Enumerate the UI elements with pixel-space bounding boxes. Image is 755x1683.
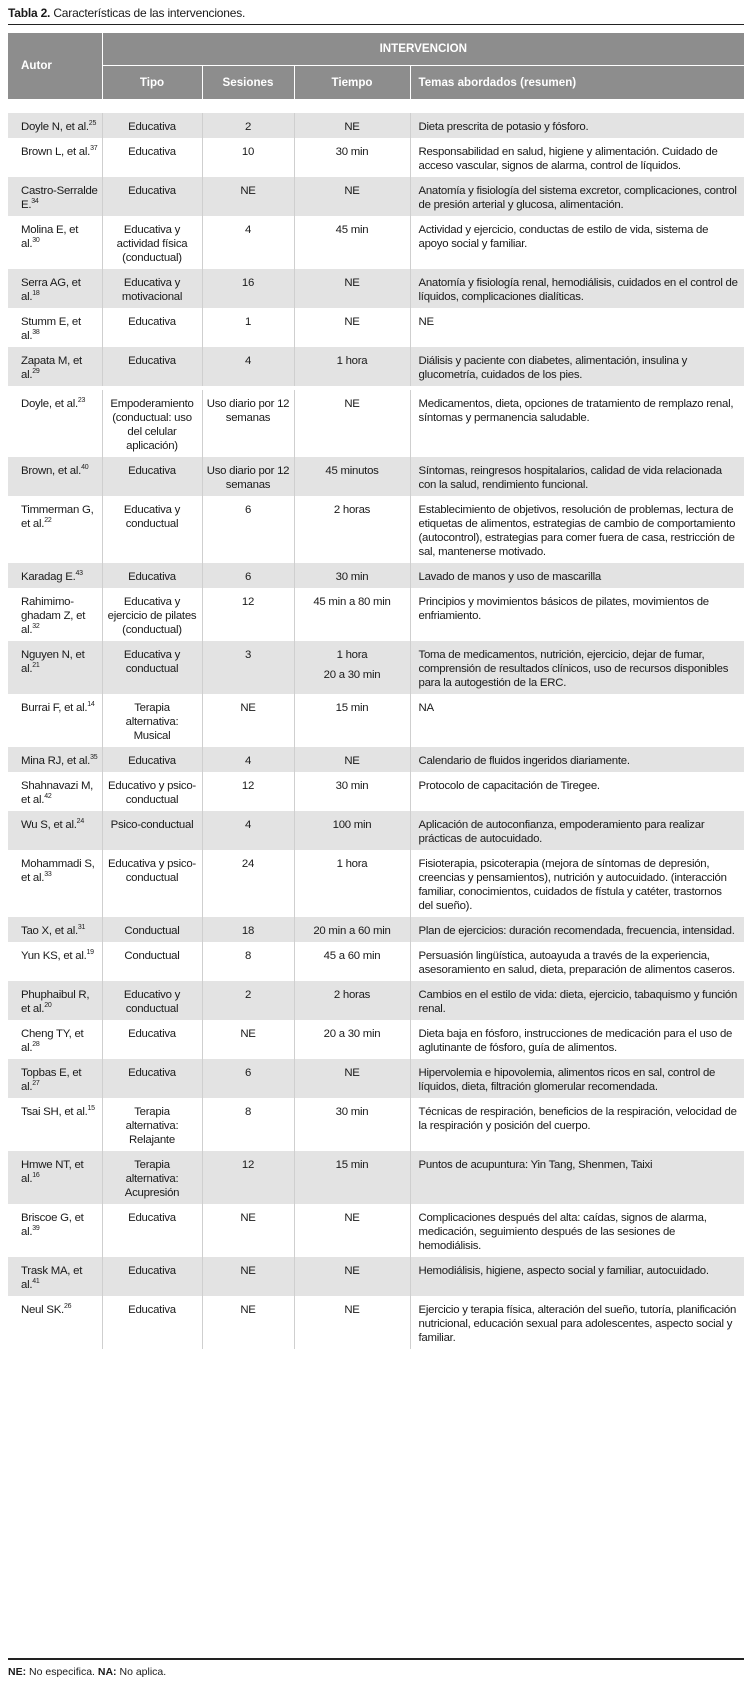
reference-number: 20 <box>44 1002 52 1010</box>
caption-text: Características de las intervenciones. <box>53 6 246 20</box>
reference-number: 18 <box>32 290 40 298</box>
cell-tipo: Educativa <box>102 1257 202 1296</box>
cell-temas: Actividad y ejercicio, conductas de estilo de vida, sistema de apoyo social y familiar. <box>410 216 744 269</box>
cell-autor <box>8 457 102 496</box>
tiempo-text: NE <box>344 755 360 767</box>
cell-autor <box>8 390 102 457</box>
reference-number: 30 <box>32 237 40 245</box>
cell-autor <box>8 347 102 386</box>
cell-temas: Principios y movimientos básicos de pilates, movimientos de enfriamiento. <box>410 588 744 641</box>
reference-number: 24 <box>76 818 84 826</box>
reference-number: 23 <box>77 397 86 405</box>
cell-sesiones: 4 <box>202 747 294 772</box>
caption-label: Tabla 2. <box>8 6 51 20</box>
cell-tiempo <box>294 347 410 386</box>
tiempo-text: 45 min <box>335 224 369 236</box>
cell-temas: Plan de ejercicios: duración recomendada, frecuencia, intensidad. <box>410 917 744 942</box>
cell-autor <box>8 747 102 772</box>
cell-temas: Medicamentos, dieta, opciones de tratamiento de remplazo renal, síntomas y permanencia saludable. <box>410 390 744 457</box>
autor-text: Doyle N, et al. <box>21 121 89 133</box>
autor-text: Timmerman G, et al. <box>21 504 94 530</box>
table-row <box>8 942 744 981</box>
table-row <box>8 641 744 694</box>
tiempo-text: NE <box>344 121 360 133</box>
cell-tiempo <box>294 1098 410 1151</box>
reference-number: 43 <box>75 570 83 578</box>
autor-text: Neul SK. <box>21 1304 64 1316</box>
autor-text: Cheng TY, et al. <box>21 1028 84 1054</box>
cell-temas: Protocolo de capacitación de Tiregee. <box>410 772 744 811</box>
cell-autor <box>8 641 102 694</box>
header-intervencion: INTERVENCION <box>102 33 744 66</box>
reference-number: 31 <box>77 924 86 932</box>
cell-tipo: Empoderamiento (conductual: uso del celular aplicación) <box>102 390 202 457</box>
tiempo-text: 30 min <box>335 1106 369 1118</box>
tiempo-text: NE <box>344 1067 360 1079</box>
table-row <box>8 1151 744 1204</box>
cell-temas: Hemodiálisis, higiene, aspecto social y familiar, autocuidado. <box>410 1257 744 1296</box>
table-row <box>8 138 744 177</box>
cell-tiempo <box>294 390 410 457</box>
cell-temas: Responsabilidad en salud, higiene y alimentación. Cuidado de acceso vascular, signos de alarma, control de líquidos. <box>410 138 744 177</box>
cell-temas: Puntos de acupuntura: Yin Tang, Shenmen, Taixi <box>410 1151 744 1204</box>
reference-number: 21 <box>32 662 40 670</box>
cell-autor <box>8 1020 102 1059</box>
table-row <box>8 177 744 216</box>
cell-tipo: Educativa y conductual <box>102 641 202 694</box>
cell-sesiones: 24 <box>202 850 294 917</box>
header-autor: Autor <box>8 33 102 99</box>
cell-tiempo <box>294 981 410 1020</box>
cell-tiempo <box>294 1204 410 1257</box>
cell-autor <box>8 113 102 138</box>
tiempo-text: 20 a 30 min <box>323 1028 381 1040</box>
table-row <box>8 1296 744 1349</box>
autor-text: Karadag E. <box>21 571 76 583</box>
cell-sesiones: 2 <box>202 113 294 138</box>
table-row <box>8 496 744 563</box>
cell-temas: Diálisis y paciente con diabetes, alimentación, insulina y glucometría, cuidados de los pies. <box>410 347 744 386</box>
header-tiempo: Tiempo <box>294 66 410 100</box>
autor-text: Shahnavazi M, et al. <box>21 780 94 806</box>
cell-tipo: Educativa <box>102 1296 202 1349</box>
table-row <box>8 390 744 457</box>
cell-autor <box>8 917 102 942</box>
cell-sesiones: 6 <box>202 496 294 563</box>
cell-autor <box>8 563 102 588</box>
tiempo-text: 45 minutos <box>325 465 379 477</box>
reference-number: 27 <box>32 1080 40 1088</box>
cell-tiempo <box>294 747 410 772</box>
tiempo-text: 1 hora <box>336 355 368 367</box>
tiempo-text: 100 min <box>332 819 372 831</box>
cell-tipo: Conductual <box>102 942 202 981</box>
cell-tiempo <box>294 1296 410 1349</box>
table-row <box>8 308 744 347</box>
cell-tiempo <box>294 942 410 981</box>
tiempo-text: 2 horas <box>333 989 371 1001</box>
reference-number: 33 <box>44 871 52 879</box>
cell-autor <box>8 942 102 981</box>
tiempo-text: 1 hora <box>336 858 368 870</box>
table-row <box>8 269 744 308</box>
tiempo-text: 45 min a 80 min <box>313 596 391 608</box>
cell-autor <box>8 588 102 641</box>
reference-number: 38 <box>32 329 40 337</box>
cell-temas: Calendario de fluidos ingeridos diariamente. <box>410 747 744 772</box>
reference-number: 41 <box>32 1278 40 1286</box>
cell-sesiones: 8 <box>202 1098 294 1151</box>
table-row <box>8 1059 744 1098</box>
cell-tipo: Educativa <box>102 457 202 496</box>
cell-sesiones: NE <box>202 177 294 216</box>
cell-sesiones: NE <box>202 1296 294 1349</box>
tiempo-text: 20 min a 60 min <box>313 925 391 937</box>
cell-tipo: Psico-conductual <box>102 811 202 850</box>
cell-sesiones: 8 <box>202 942 294 981</box>
footnote <box>8 1666 166 1678</box>
header-temas: Temas abordados (resumen) <box>410 66 744 100</box>
reference-number: 34 <box>31 198 39 206</box>
cell-sesiones: Uso diario por 12 semanas <box>202 390 294 457</box>
autor-text: Mina RJ, et al. <box>21 755 91 767</box>
tiempo-text: NE <box>344 277 360 289</box>
header-sesiones: Sesiones <box>202 66 294 100</box>
table-row <box>8 563 744 588</box>
cell-autor <box>8 1059 102 1098</box>
reference-number: 26 <box>63 1303 72 1311</box>
cell-temas: NE <box>410 308 744 347</box>
cell-sesiones: NE <box>202 1257 294 1296</box>
autor-text: Molina E, et al. <box>21 224 79 250</box>
cell-tiempo <box>294 694 410 747</box>
cell-autor <box>8 1098 102 1151</box>
table-row <box>8 1098 744 1151</box>
cell-tiempo <box>294 917 410 942</box>
cell-autor <box>8 850 102 917</box>
cell-temas: Aplicación de autoconfianza, empoderamiento para realizar prácticas de autocuidado. <box>410 811 744 850</box>
tiempo-text: 45 a 60 min <box>323 950 381 962</box>
cell-temas: Establecimiento de objetivos, resolución de problemas, lectura de etiquetas de alimentos, estrategias de cambio de comportamiento (autocontrol), estrategias para comer fuera de casa, restricción de sal, mantenerse motivado. <box>410 496 744 563</box>
autor-text: Brown, et al. <box>21 465 82 477</box>
cell-temas: Lavado de manos y uso de mascarilla <box>410 563 744 588</box>
cell-tiempo <box>294 588 410 641</box>
cell-tiempo <box>294 641 410 694</box>
reference-number: 28 <box>32 1041 40 1049</box>
cell-tipo: Educativo y conductual <box>102 981 202 1020</box>
cell-tipo: Educativa <box>102 1020 202 1059</box>
cell-tipo: Educativa <box>102 113 202 138</box>
cell-tiempo <box>294 1257 410 1296</box>
cell-tiempo <box>294 850 410 917</box>
autor-text: Tsai SH, et al. <box>21 1106 88 1118</box>
cell-autor <box>8 216 102 269</box>
cell-sesiones: 6 <box>202 1059 294 1098</box>
cell-sesiones: 4 <box>202 216 294 269</box>
cell-temas: Anatomía y fisiología del sistema excretor, complicaciones, control de presión arterial y glucosa, alimentación. <box>410 177 744 216</box>
cell-temas: Fisioterapia, psicoterapia (mejora de síntomas de depresión, creencias y pensamientos), nutrición y autocuidado. (interacción familiar, conocimientos, cuidados de fístula y catéter, trastornos del sueño). <box>410 850 744 917</box>
table-row <box>8 850 744 917</box>
autor-text: Doyle, et al. <box>21 398 78 410</box>
table-row <box>8 981 744 1020</box>
reference-number: 29 <box>32 368 40 376</box>
footnote-na-label: NA: <box>97 1666 117 1678</box>
cell-tiempo <box>294 1151 410 1204</box>
autor-text: Rahimimo-ghadam Z, et al. <box>21 596 86 636</box>
cell-autor <box>8 1296 102 1349</box>
table-caption <box>8 6 245 20</box>
cell-tipo: Educativa <box>102 138 202 177</box>
cell-tipo: Educativa y motivacional <box>102 269 202 308</box>
cell-autor <box>8 1151 102 1204</box>
cell-tipo: Educativa y ejercicio de pilates (conductual) <box>102 588 202 641</box>
cell-tipo: Educativa <box>102 747 202 772</box>
tiempo-text: 30 min <box>335 146 369 158</box>
cell-tipo: Educativa <box>102 177 202 216</box>
cell-tiempo <box>294 457 410 496</box>
cell-tipo: Conductual <box>102 917 202 942</box>
autor-text: Yun KS, et al. <box>21 950 87 962</box>
autor-text: Stumm E, et al. <box>21 316 81 342</box>
autor-text: Serra AG, et al. <box>21 277 81 303</box>
cell-tipo: Educativa <box>102 308 202 347</box>
table-row <box>8 347 744 386</box>
tiempo-text: NE <box>344 1265 360 1277</box>
reference-number: 22 <box>44 517 52 525</box>
table-row <box>8 113 744 138</box>
cell-temas: NA <box>410 694 744 747</box>
reference-number: 32 <box>32 623 40 631</box>
cell-autor <box>8 981 102 1020</box>
cell-tiempo <box>294 113 410 138</box>
autor-text: Wu S, et al. <box>21 819 77 831</box>
autor-text: Mohammadi S, et al. <box>21 858 95 884</box>
cell-autor <box>8 1257 102 1296</box>
cell-tipo: Educativa y conductual <box>102 496 202 563</box>
cell-tipo: Terapia alternativa: Relajante <box>102 1098 202 1151</box>
reference-number: 19 <box>86 949 94 957</box>
table-row <box>8 1257 744 1296</box>
cell-tipo: Terapia alternativa: Acupresión <box>102 1151 202 1204</box>
cell-tiempo <box>294 1059 410 1098</box>
reference-number: 25 <box>88 120 97 128</box>
reference-number: 37 <box>90 145 98 153</box>
table-row <box>8 747 744 772</box>
cell-tipo: Educativa y psico-conductual <box>102 850 202 917</box>
cell-temas: Anatomía y fisiología renal, hemodiálisis, cuidados en el control de líquidos, complicaciones dialíticas. <box>410 269 744 308</box>
cell-autor <box>8 1204 102 1257</box>
cell-sesiones: 6 <box>202 563 294 588</box>
cell-temas: Cambios en el estilo de vida: dieta, ejercicio, tabaquismo y función renal. <box>410 981 744 1020</box>
cell-sesiones: 12 <box>202 588 294 641</box>
table-row <box>8 216 744 269</box>
tiempo-text: NE <box>344 185 360 197</box>
header-tipo: Tipo <box>102 66 202 100</box>
cell-sesiones: 4 <box>202 811 294 850</box>
bottom-rule <box>8 1658 744 1660</box>
table-row <box>8 811 744 850</box>
cell-autor <box>8 177 102 216</box>
cell-autor <box>8 308 102 347</box>
cell-tiempo <box>294 308 410 347</box>
cell-tiempo <box>294 216 410 269</box>
cell-tipo: Educativa <box>102 347 202 386</box>
reference-number: 40 <box>81 464 89 472</box>
cell-autor <box>8 694 102 747</box>
cell-sesiones: Uso diario por 12 semanas <box>202 457 294 496</box>
tiempo-text: NE <box>344 398 360 410</box>
table-row <box>8 457 744 496</box>
footnote-ne-label: NE: <box>8 1666 27 1678</box>
tiempo-text: 15 min <box>335 1159 369 1171</box>
cell-tiempo <box>294 269 410 308</box>
cell-temas: Técnicas de respiración, beneficios de la respiración, velocidad de la respiración y posición del cuerpo. <box>410 1098 744 1151</box>
autor-text: Tao X, et al. <box>21 925 78 937</box>
cell-tiempo <box>294 1020 410 1059</box>
tiempo-text: NE <box>344 316 360 328</box>
cell-sesiones: NE <box>202 694 294 747</box>
cell-temas: Dieta prescrita de potasio y fósforo. <box>410 113 744 138</box>
cell-tiempo <box>294 138 410 177</box>
table-row <box>8 588 744 641</box>
cell-sesiones: 12 <box>202 1151 294 1204</box>
reference-number: 14 <box>87 701 95 709</box>
autor-text: Topbas E, et al. <box>21 1067 82 1093</box>
cell-temas: Toma de medicamentos, nutrición, ejercicio, dejar de fumar, comprensión de resultados clínicos, uso de recursos disponibles para la autogestión de la ERC. <box>410 641 744 694</box>
cell-temas: Síntomas, reingresos hospitalarios, calidad de vida relacionada con la salud, rendimiento funcional. <box>410 457 744 496</box>
cell-tiempo <box>294 496 410 563</box>
cell-tiempo <box>294 563 410 588</box>
cell-autor <box>8 269 102 308</box>
cell-temas: Dieta baja en fósforo, instrucciones de medicación para el uso de aglutinante de fósforo, guía de alimentos. <box>410 1020 744 1059</box>
cell-tipo: Terapia alternativa: Musical <box>102 694 202 747</box>
cell-tipo: Educativa <box>102 1059 202 1098</box>
interventions-table <box>8 33 744 1349</box>
table-row <box>8 917 744 942</box>
cell-tipo: Educativa <box>102 563 202 588</box>
tiempo-text: 30 min <box>335 780 369 792</box>
cell-sesiones: 12 <box>202 772 294 811</box>
autor-text: Briscoe G, et al. <box>21 1212 84 1238</box>
cell-tiempo <box>294 811 410 850</box>
table-row <box>8 1204 744 1257</box>
tiempo-text: 1 hora <box>336 649 368 661</box>
reference-number: 39 <box>32 1225 40 1233</box>
cell-sesiones: 16 <box>202 269 294 308</box>
footnote-ne-text: No especifica. <box>29 1666 95 1678</box>
cell-sesiones: NE <box>202 1204 294 1257</box>
cell-temas: Complicaciones después del alta: caídas, signos de alarma, medicación, seguimiento después de las sesiones de hemodiálisis. <box>410 1204 744 1257</box>
autor-text: Burrai F, et al. <box>21 702 88 714</box>
cell-sesiones: NE <box>202 1020 294 1059</box>
cell-tipo: Educativa y actividad física (conductual) <box>102 216 202 269</box>
autor-text: Brown L, et al. <box>21 146 91 158</box>
autor-text: Nguyen N, et al. <box>21 649 85 675</box>
cell-temas: Ejercicio y terapia física, alteración del sueño, tutoría, planificación nutricional, educación sexual para adolescentes, aspecto social y familiar. <box>410 1296 744 1349</box>
table-body <box>8 99 744 1349</box>
tiempo-text: 30 min <box>335 571 369 583</box>
table-row <box>8 1020 744 1059</box>
autor-text: Hmwe NT, et al. <box>21 1159 84 1185</box>
table-row <box>8 772 744 811</box>
cell-tiempo <box>294 177 410 216</box>
cell-sesiones: 2 <box>202 981 294 1020</box>
cell-autor <box>8 138 102 177</box>
cell-sesiones: 3 <box>202 641 294 694</box>
tiempo-text: 15 min <box>335 702 369 714</box>
autor-text: Trask MA, et al. <box>21 1265 83 1291</box>
reference-number: 42 <box>44 793 52 801</box>
tiempo-text: NE <box>344 1304 360 1316</box>
reference-number: 35 <box>90 754 98 762</box>
cell-temas: Hipervolemia e hipovolemia, alimentos ricos en sal, control de líquidos, dieta, filtración glomerular recomendada. <box>410 1059 744 1098</box>
cell-sesiones: 4 <box>202 347 294 386</box>
reference-number: 16 <box>32 1172 40 1180</box>
table-row <box>8 694 744 747</box>
cell-tipo: Educativo y psico-conductual <box>102 772 202 811</box>
cell-autor <box>8 811 102 850</box>
reference-number: 15 <box>87 1105 95 1113</box>
cell-temas: Persuasión lingüística, autoayuda a través de la experiencia, asesoramiento en salud, dieta, preparación de alimentos caseros. <box>410 942 744 981</box>
top-rule <box>8 24 744 25</box>
cell-tipo: Educativa <box>102 1204 202 1257</box>
tiempo-text: 2 horas <box>333 504 371 516</box>
cell-sesiones: 1 <box>202 308 294 347</box>
cell-autor <box>8 772 102 811</box>
cell-autor <box>8 496 102 563</box>
tiempo-text: NE <box>344 1212 360 1224</box>
cell-sesiones: 18 <box>202 917 294 942</box>
tiempo-text-secondary: 20 a 30 min <box>323 669 381 681</box>
autor-text: Phuphaibul R, et al. <box>21 989 90 1015</box>
cell-sesiones: 10 <box>202 138 294 177</box>
autor-text: Castro-Serralde E. <box>21 185 98 211</box>
footnote-na-text: No aplica. <box>119 1666 167 1678</box>
cell-tiempo <box>294 772 410 811</box>
autor-text: Zapata M, et al. <box>21 355 82 381</box>
